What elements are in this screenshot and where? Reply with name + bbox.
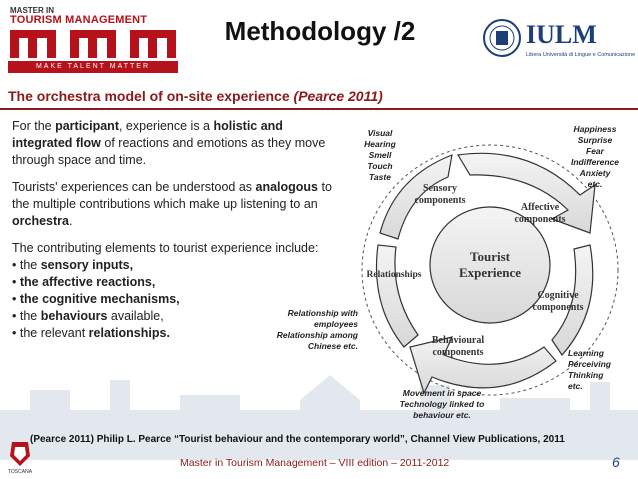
ann-line: behaviour etc.	[413, 410, 471, 420]
ann-line: Relationship among	[276, 330, 358, 340]
subtitle-citation: (Pearce 2011)	[293, 88, 383, 104]
bullet-bold: the cognitive mechanisms,	[19, 292, 180, 306]
toscana-logo-icon	[6, 438, 34, 476]
ann-line: Happiness	[573, 124, 617, 134]
ann-line: Chinese etc.	[307, 341, 358, 351]
ann-line: Smell	[368, 150, 392, 160]
center-label-line2: Experience	[458, 265, 522, 280]
iulm-logo	[482, 12, 636, 72]
bullet-pre: the	[19, 309, 41, 323]
slide-title: Methodology /2	[224, 16, 416, 46]
logo-tagline: MAKE TALENT MATTER	[8, 61, 178, 73]
p2-orchestra: orchestra	[12, 214, 69, 228]
toscana-label: TOSCANA	[7, 469, 33, 475]
cognitive-label-line2: components	[532, 302, 584, 313]
ann-line: Movement in space	[402, 388, 482, 398]
p2-text-e: .	[68, 214, 73, 228]
ann-line: Anxiety	[579, 168, 611, 178]
ann-line: Visual	[367, 128, 393, 138]
affective-label-line1: Affective	[520, 202, 560, 213]
behavioural-label-line1: Behavioural	[431, 335, 485, 346]
behavioural-label-line2: components	[432, 347, 484, 358]
annotation-behavioural	[392, 388, 492, 421]
ann-line: Touch	[367, 161, 393, 171]
bullet-pre: the	[19, 258, 41, 272]
bullet-post: available,	[107, 309, 164, 323]
page-number: 6	[612, 454, 620, 470]
ann-line: Indifference	[570, 157, 620, 167]
ann-line: etc.	[587, 179, 603, 189]
ann-line: Surprise	[577, 135, 613, 145]
p2-analogous: analogous	[255, 180, 319, 194]
p1-text-a: For the	[12, 119, 56, 133]
ann-line: Technology linked to	[399, 399, 485, 409]
p2-text-a: Tourists' experiences can be understood as	[12, 180, 256, 194]
logo-program-name: TOURISM MANAGEMENT	[10, 14, 148, 26]
paragraph-participant	[12, 118, 342, 169]
list-item	[12, 291, 342, 308]
ann-line: employees	[314, 319, 358, 329]
ann-line: etc.	[568, 381, 583, 391]
list-item	[12, 274, 342, 291]
footer-edition: Master in Tourism Management – VIII edition – 2011-2012	[180, 457, 450, 469]
p2-text-c: to the multiple contributions which make up listening to an	[12, 180, 332, 211]
center-label-line1: Tourist	[470, 249, 510, 264]
master-logo	[8, 6, 178, 72]
annotation-relationships	[262, 308, 358, 352]
logo-blocks-icon	[10, 30, 176, 58]
logo-master-label: MASTER IN	[10, 6, 54, 15]
ann-line: Perceiving	[568, 359, 611, 369]
sensory-label-line1: Sensory	[423, 183, 457, 194]
iulm-name: IULM	[526, 20, 597, 49]
cognitive-label-line1: Cognitive	[537, 290, 579, 301]
ann-line: Thinking	[568, 370, 604, 380]
section-subtitle	[8, 88, 383, 104]
iulm-subtitle: Libera Università di Lingue e Comunicazione	[526, 52, 636, 58]
relationships-segment	[376, 245, 418, 347]
relationships-label: Relationships	[366, 270, 422, 280]
ann-line: Hearing	[364, 139, 396, 149]
paragraph-elements: The contributing elements to tourist experience include:	[12, 241, 319, 255]
annotation-cognitive	[568, 348, 628, 392]
annotation-affective	[562, 124, 628, 190]
sensory-label-line2: components	[414, 195, 466, 206]
ann-line: Taste	[369, 172, 391, 182]
reference-citation: (Pearce 2011) Philip L. Pearce “Tourist behaviour and the contemporary world”, Channel View Publications, 2011	[30, 434, 565, 445]
ann-line: Fear	[586, 146, 604, 156]
bullet-bold: sensory inputs,	[40, 258, 134, 272]
bullet-bold: the affective reactions,	[19, 275, 156, 289]
bullet-pre: the relevant	[19, 326, 89, 340]
subtitle-text: The orchestra model of on-site experience	[8, 88, 294, 104]
list-item	[12, 257, 342, 274]
p1-text-c: , experience is a	[118, 119, 214, 133]
p1-holistic: holistic and integrated flow	[12, 119, 283, 150]
ann-line: Learning	[568, 348, 604, 358]
p1-text-e: of reactions and emotions as they move through space and time.	[12, 136, 326, 167]
bullet-bold: behaviours	[40, 309, 108, 323]
p1-participant: participant	[55, 119, 119, 133]
bullet-bold: relationships.	[88, 326, 170, 340]
affective-label-line2: components	[514, 214, 566, 225]
paragraph-orchestra	[12, 179, 342, 230]
annotation-sensory	[355, 128, 405, 183]
iulm-seal-icon	[482, 18, 522, 58]
subtitle-divider	[0, 108, 638, 110]
ann-line: Relationship with	[287, 308, 358, 318]
